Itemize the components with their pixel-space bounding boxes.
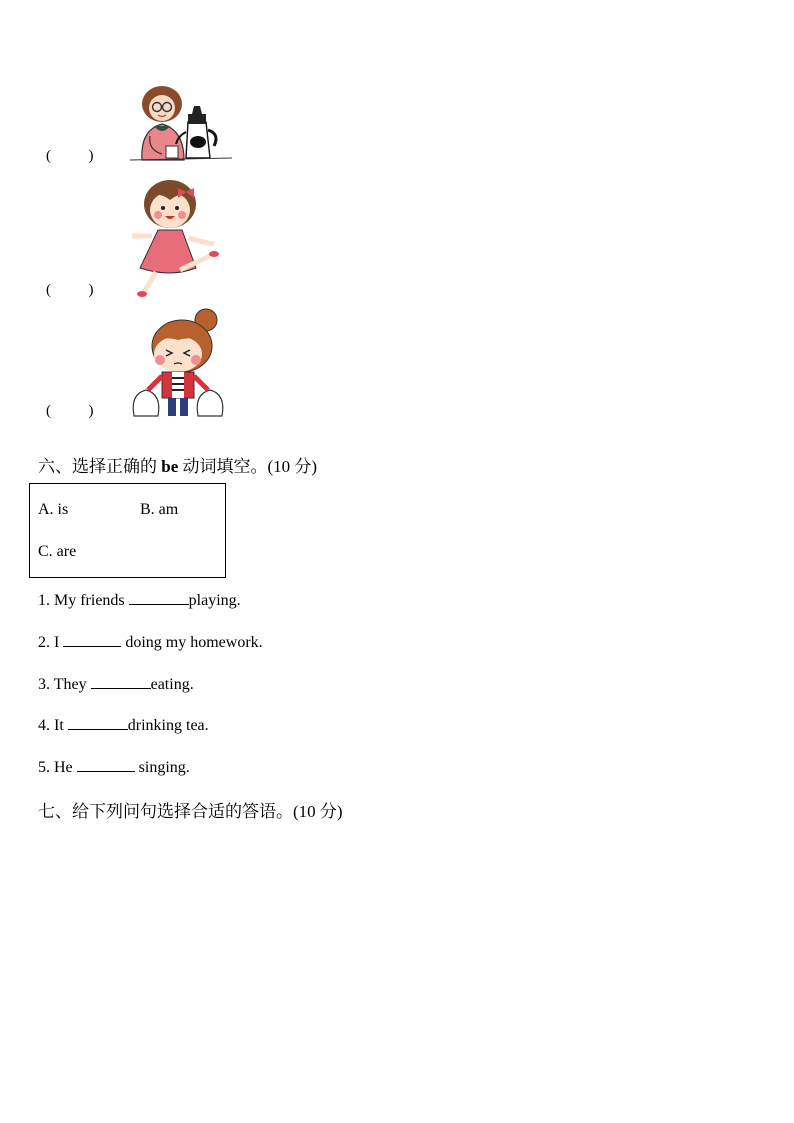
option-c: C. are [38, 543, 77, 560]
blank-3[interactable] [91, 674, 151, 689]
options-box [29, 483, 226, 578]
blank-1[interactable] [129, 590, 189, 605]
girl-carrying-bags-icon [128, 306, 228, 422]
woman-pouring-tea-icon [128, 84, 234, 166]
question-1: 1. My friends playing. [38, 592, 241, 609]
answer-paren-2[interactable]: ( ) [46, 282, 94, 298]
question-5: 5. He singing. [38, 759, 190, 776]
question-3: 3. They eating. [38, 676, 194, 693]
blank-2[interactable] [63, 632, 121, 647]
blank-4[interactable] [68, 715, 128, 730]
blank-5[interactable] [77, 757, 135, 772]
option-a: A. is [38, 501, 69, 518]
girl-dancing-icon [128, 178, 224, 300]
section7-title: 七、给下列问句选择合适的答语。(10 分) [38, 802, 343, 821]
option-b: B. am [140, 501, 179, 518]
answer-paren-1[interactable]: ( ) [46, 148, 94, 164]
question-2: 2. I doing my homework. [38, 634, 263, 651]
answer-paren-3[interactable]: ( ) [46, 403, 94, 419]
section6-title: 六、选择正确的 be 动词填空。(10 分) [38, 457, 318, 476]
question-4: 4. It drinking tea. [38, 717, 209, 734]
